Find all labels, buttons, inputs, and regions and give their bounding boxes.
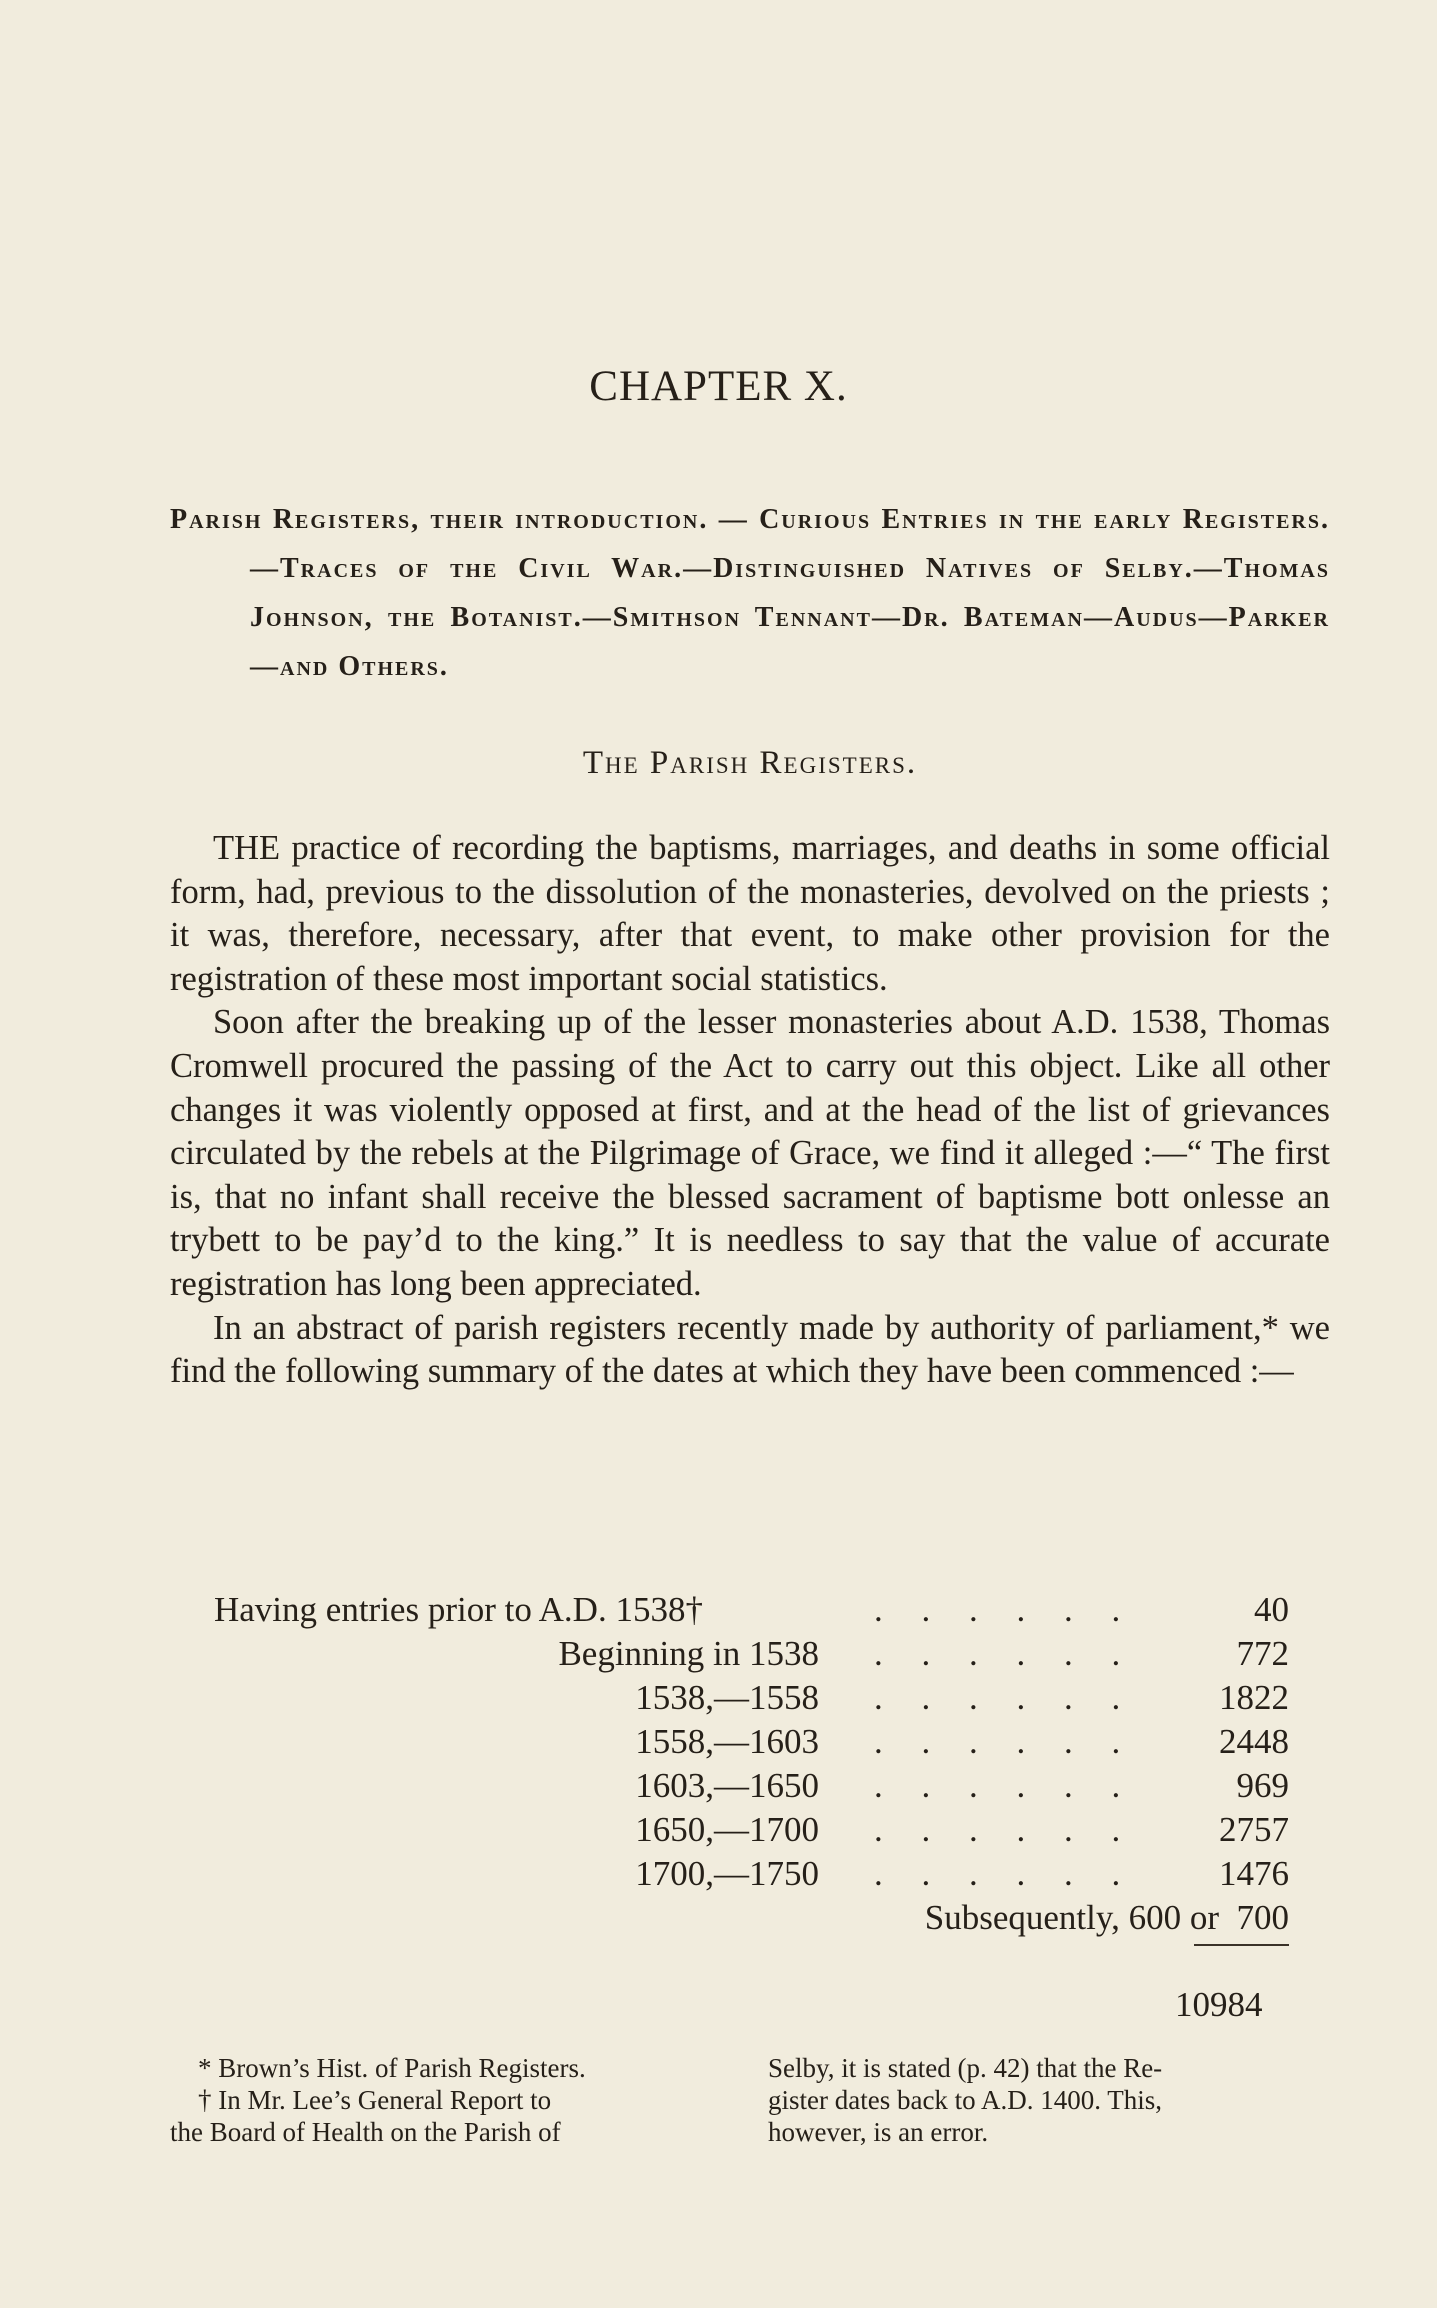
table-row	[214, 1722, 1289, 1766]
row-value: 772	[1236, 1634, 1289, 1673]
row-label: Having entries prior to A.D. 1538†	[214, 1590, 703, 1629]
row-value: 1476	[1219, 1854, 1289, 1893]
row-label: 1650,—1700	[635, 1810, 819, 1849]
total-rule	[1194, 1944, 1289, 1946]
paragraph: THE practice of recording the baptisms, marriages, and deaths in some official form, had, previous to the dissolution of the monasteries, devolved on the priests ; it was, therefore, necessary, after that event, to make other provision for the registration of these most important social statistics.	[170, 829, 1330, 998]
row-leader: . . . . . .	[874, 1722, 1136, 1761]
footnote-line: † In Mr. Lee’s General Report to	[198, 2085, 552, 2115]
row-value: 1822	[1219, 1678, 1289, 1717]
total-rule-row	[214, 1942, 1289, 1972]
row-label: 1603,—1650	[635, 1766, 819, 1805]
row-leader: . . . . . .	[874, 1854, 1136, 1893]
table-row	[214, 1590, 1289, 1634]
row-value: 969	[1236, 1766, 1289, 1805]
table-row	[214, 1634, 1289, 1678]
table-row-subsequently	[214, 1898, 1289, 1942]
paragraph: In an abstract of parish registers recently made by authority of parliament,* we find the following summary of the dates at which they have been commenced :—	[170, 1308, 1330, 1391]
row-leader: . . . . . .	[874, 1634, 1136, 1673]
chapter-summary-text: Parish Registers, their introduction. — Curious Entries in the early Registers.—Traces of the Civil War.—Distinguished Natives of Selby.—Thomas Johnson, the Botanist.—Smithson Tennant—Dr. Bateman—Audus—Parker—and Others.	[170, 504, 1330, 682]
footnotes-right	[768, 2052, 1333, 2148]
table-total: 10984	[1175, 1985, 1263, 2024]
row-label: Beginning in 1538	[558, 1634, 819, 1673]
registers-summary-table	[214, 1590, 1289, 1972]
footnote-line: * Brown’s Hist. of Parish Registers.	[198, 2053, 586, 2083]
row-label: 1558,—1603	[635, 1722, 819, 1761]
table-row	[214, 1766, 1289, 1810]
row-label: 1700,—1750	[635, 1854, 819, 1893]
row-value: 700	[1236, 1898, 1289, 1937]
footnote-line: Selby, it is stated (p. 42) that the Re-	[768, 2053, 1163, 2083]
footnotes-left	[170, 2052, 730, 2148]
section-title: The Parish Registers.	[582, 745, 918, 781]
row-label	[925, 1898, 1219, 1938]
table-row	[214, 1854, 1289, 1898]
row-leader: . . . . . .	[874, 1590, 1136, 1629]
row-leader: . . . . . .	[874, 1766, 1136, 1805]
bleed-through-text	[540, 110, 549, 148]
chapter-title: CHAPTER X.	[589, 363, 848, 410]
row-value: 2448	[1219, 1722, 1289, 1761]
row-value: 2757	[1219, 1810, 1289, 1849]
paragraph: Soon after the breaking up of the lesser monasteries about A.D. 1538, Thomas Cromwell procured the passing of the Act to carry out this object. Like all other changes it was violently opposed at first, and at the head of the list of grievances circulated by the rebels at the Pilgrimage of Grace, we find it alleged :—“ The first is, that no infant shall receive the blessed sacrament of baptisme bott onlesse an trybett to be pay’d to the king.” It is needless to say that the value of accurate registration has long been appreciated.	[170, 1003, 1330, 1303]
footnote-line: the Board of Health on the Parish of	[170, 2117, 561, 2147]
row-value: 40	[1254, 1590, 1289, 1629]
row-leader: . . . . . .	[874, 1810, 1136, 1849]
subsequently-label: Subsequently, 600 or	[924, 1898, 1219, 1937]
body-text	[170, 827, 1330, 1394]
row-label: 1538,—1558	[635, 1678, 819, 1717]
chapter-summary	[170, 495, 1330, 691]
table-row	[214, 1810, 1289, 1854]
footnote-line: however, is an error.	[768, 2117, 989, 2147]
row-leader: . . . . . .	[874, 1678, 1136, 1717]
footnote-line: gister dates back to A.D. 1400. This,	[768, 2085, 1162, 2115]
table-row	[214, 1678, 1289, 1722]
